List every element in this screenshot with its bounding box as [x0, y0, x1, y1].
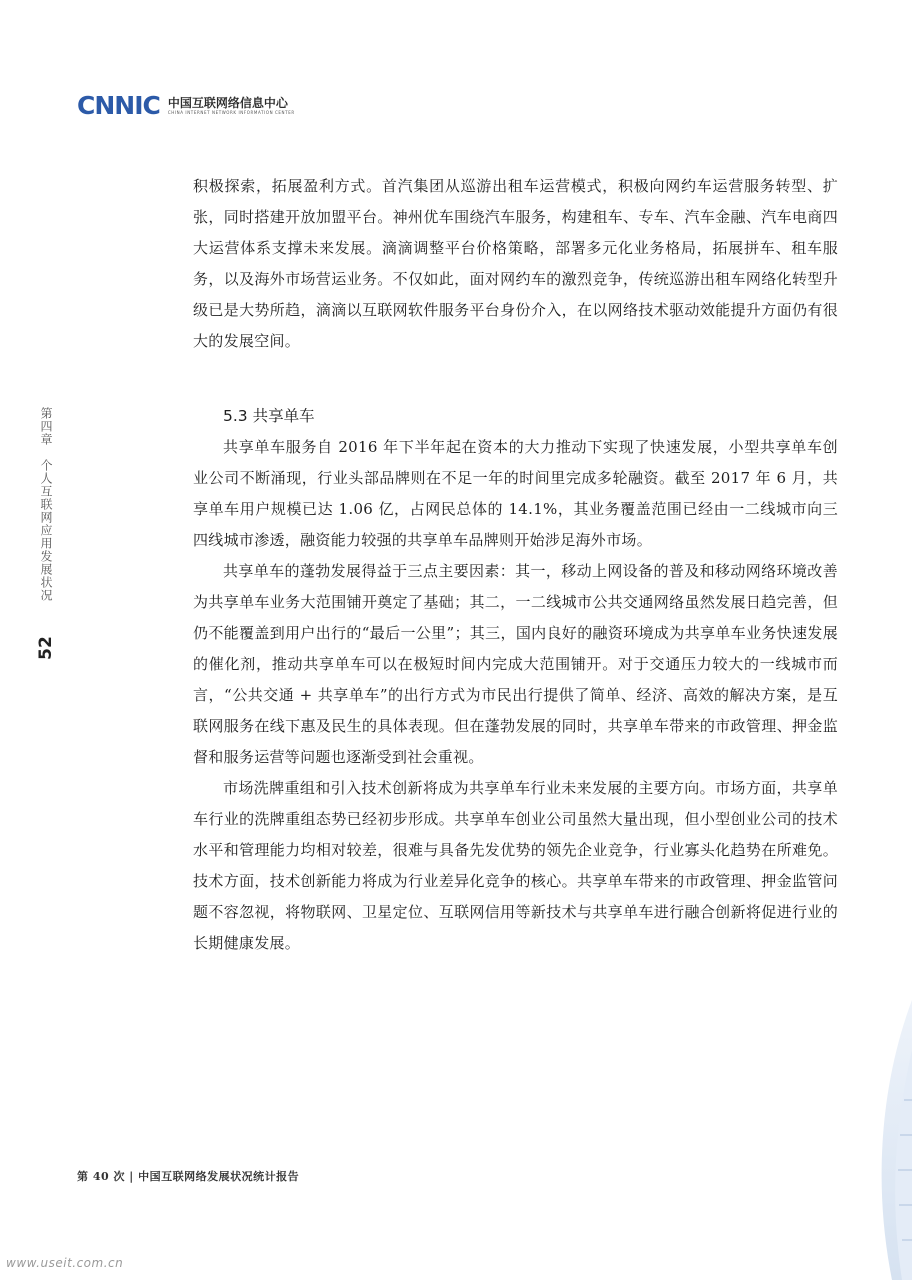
main-content — [193, 171, 838, 959]
footer-report-title: 第 40 次 | 中国互联网络发展状况统计报告 — [77, 1170, 300, 1183]
chapter-label: 第四章 个人互联网应用发展状况 — [39, 407, 53, 602]
logo-text — [168, 96, 295, 116]
paragraph-1: 积极探索，拓展盈利方式。首汽集团从巡游出租车运营模式，积极向网约车运营服务转型、扩张，同时搭建开放加盟平台。神州优车围绕汽车服务，构建租车、专车、汽车金融、汽车电商四大运营体系支撑未来发展。滴滴调整平台价格策略，部署多元化业务格局，拓展拼车、租车服务，以及海外市场营运业务。不仅如此，面对网约车的激烈竞争，传统巡游出租车网络化转型升级已是大势所趋，滴滴以互联网软件服务平台身份介入，在以网络技术驱动效能提升方面仍有很大的发展空间。 — [193, 177, 838, 350]
paragraph-3: 共享单车的蓬勃发展得益于三点主要因素：其一，移动上网设备的普及和移动网络环境改善为共享单车业务大范围铺开奠定了基础；其二，一二线城市公共交通网络虽然发展日趋完善，但仍不能覆盖到用户出行的“最后一公里”；其三，国内良好的融资环境成为共享单车业务快速发展的催化剂，推动共享单车可以在极短时间内完成大范围铺开。对于交通压力较大的一线城市而言，“公共交通 + 共享单车”的出行方式为市民出行提供了简单、经济、高效的解决方案，是互联网服务在线下惠及民生的具体表现。但在蓬勃发展的同时，共享单车带来的市政管理、押金监督和服务运营等问题也逐渐受到社会重视。 — [193, 562, 838, 766]
logo-english-name: CHINA INTERNET NETWORK INFORMATION CENTER — [167, 110, 295, 115]
section-title: 5.3 共享单车 — [223, 407, 315, 425]
paragraph-4: 市场洗牌重组和引入技术创新将成为共享单车行业未来发展的主要方向。市场方面，共享单车行业的洗牌重组态势已经初步形成。共享单车创业公司虽然大量出现，但小型创业公司的技术水平和管理能力均相对较差，很难与具备先发优势的领先企业竞争，行业寡头化趋势在所难免。技术方面，技术创新能力将成为行业差异化竞争的核心。共享单车带来的市政管理、押金监管问题不容忽视，将物联网、卫星定位、互联网信用等新技术与共享单车进行融合创新将促进行业的长期健康发展。 — [193, 779, 838, 952]
page-number: 52 — [36, 636, 56, 660]
logo-chinese-name: 中国互联网络信息中心 — [167, 96, 288, 110]
paragraph-2: 共享单车服务自 2016 年下半年起在资本的大力推动下实现了快速发展，小型共享单车创业公司不断涌现，行业头部品牌则在不足一年的时间里完成多轮融资。截至 2017 年 6 月，共享单车用户规模已达 1.06 亿，占网民总体的 14.1%，其业务覆盖范围已经由一二线城市向三四线城市渗透，融资能力较强的共享单车品牌则开始涉足海外市场。 — [193, 438, 838, 549]
watermark-url: www.useit.com.cn — [6, 1256, 124, 1270]
header — [77, 92, 295, 120]
cnnic-logo: CNNIC — [77, 91, 160, 120]
decorative-swoosh — [842, 960, 912, 1280]
